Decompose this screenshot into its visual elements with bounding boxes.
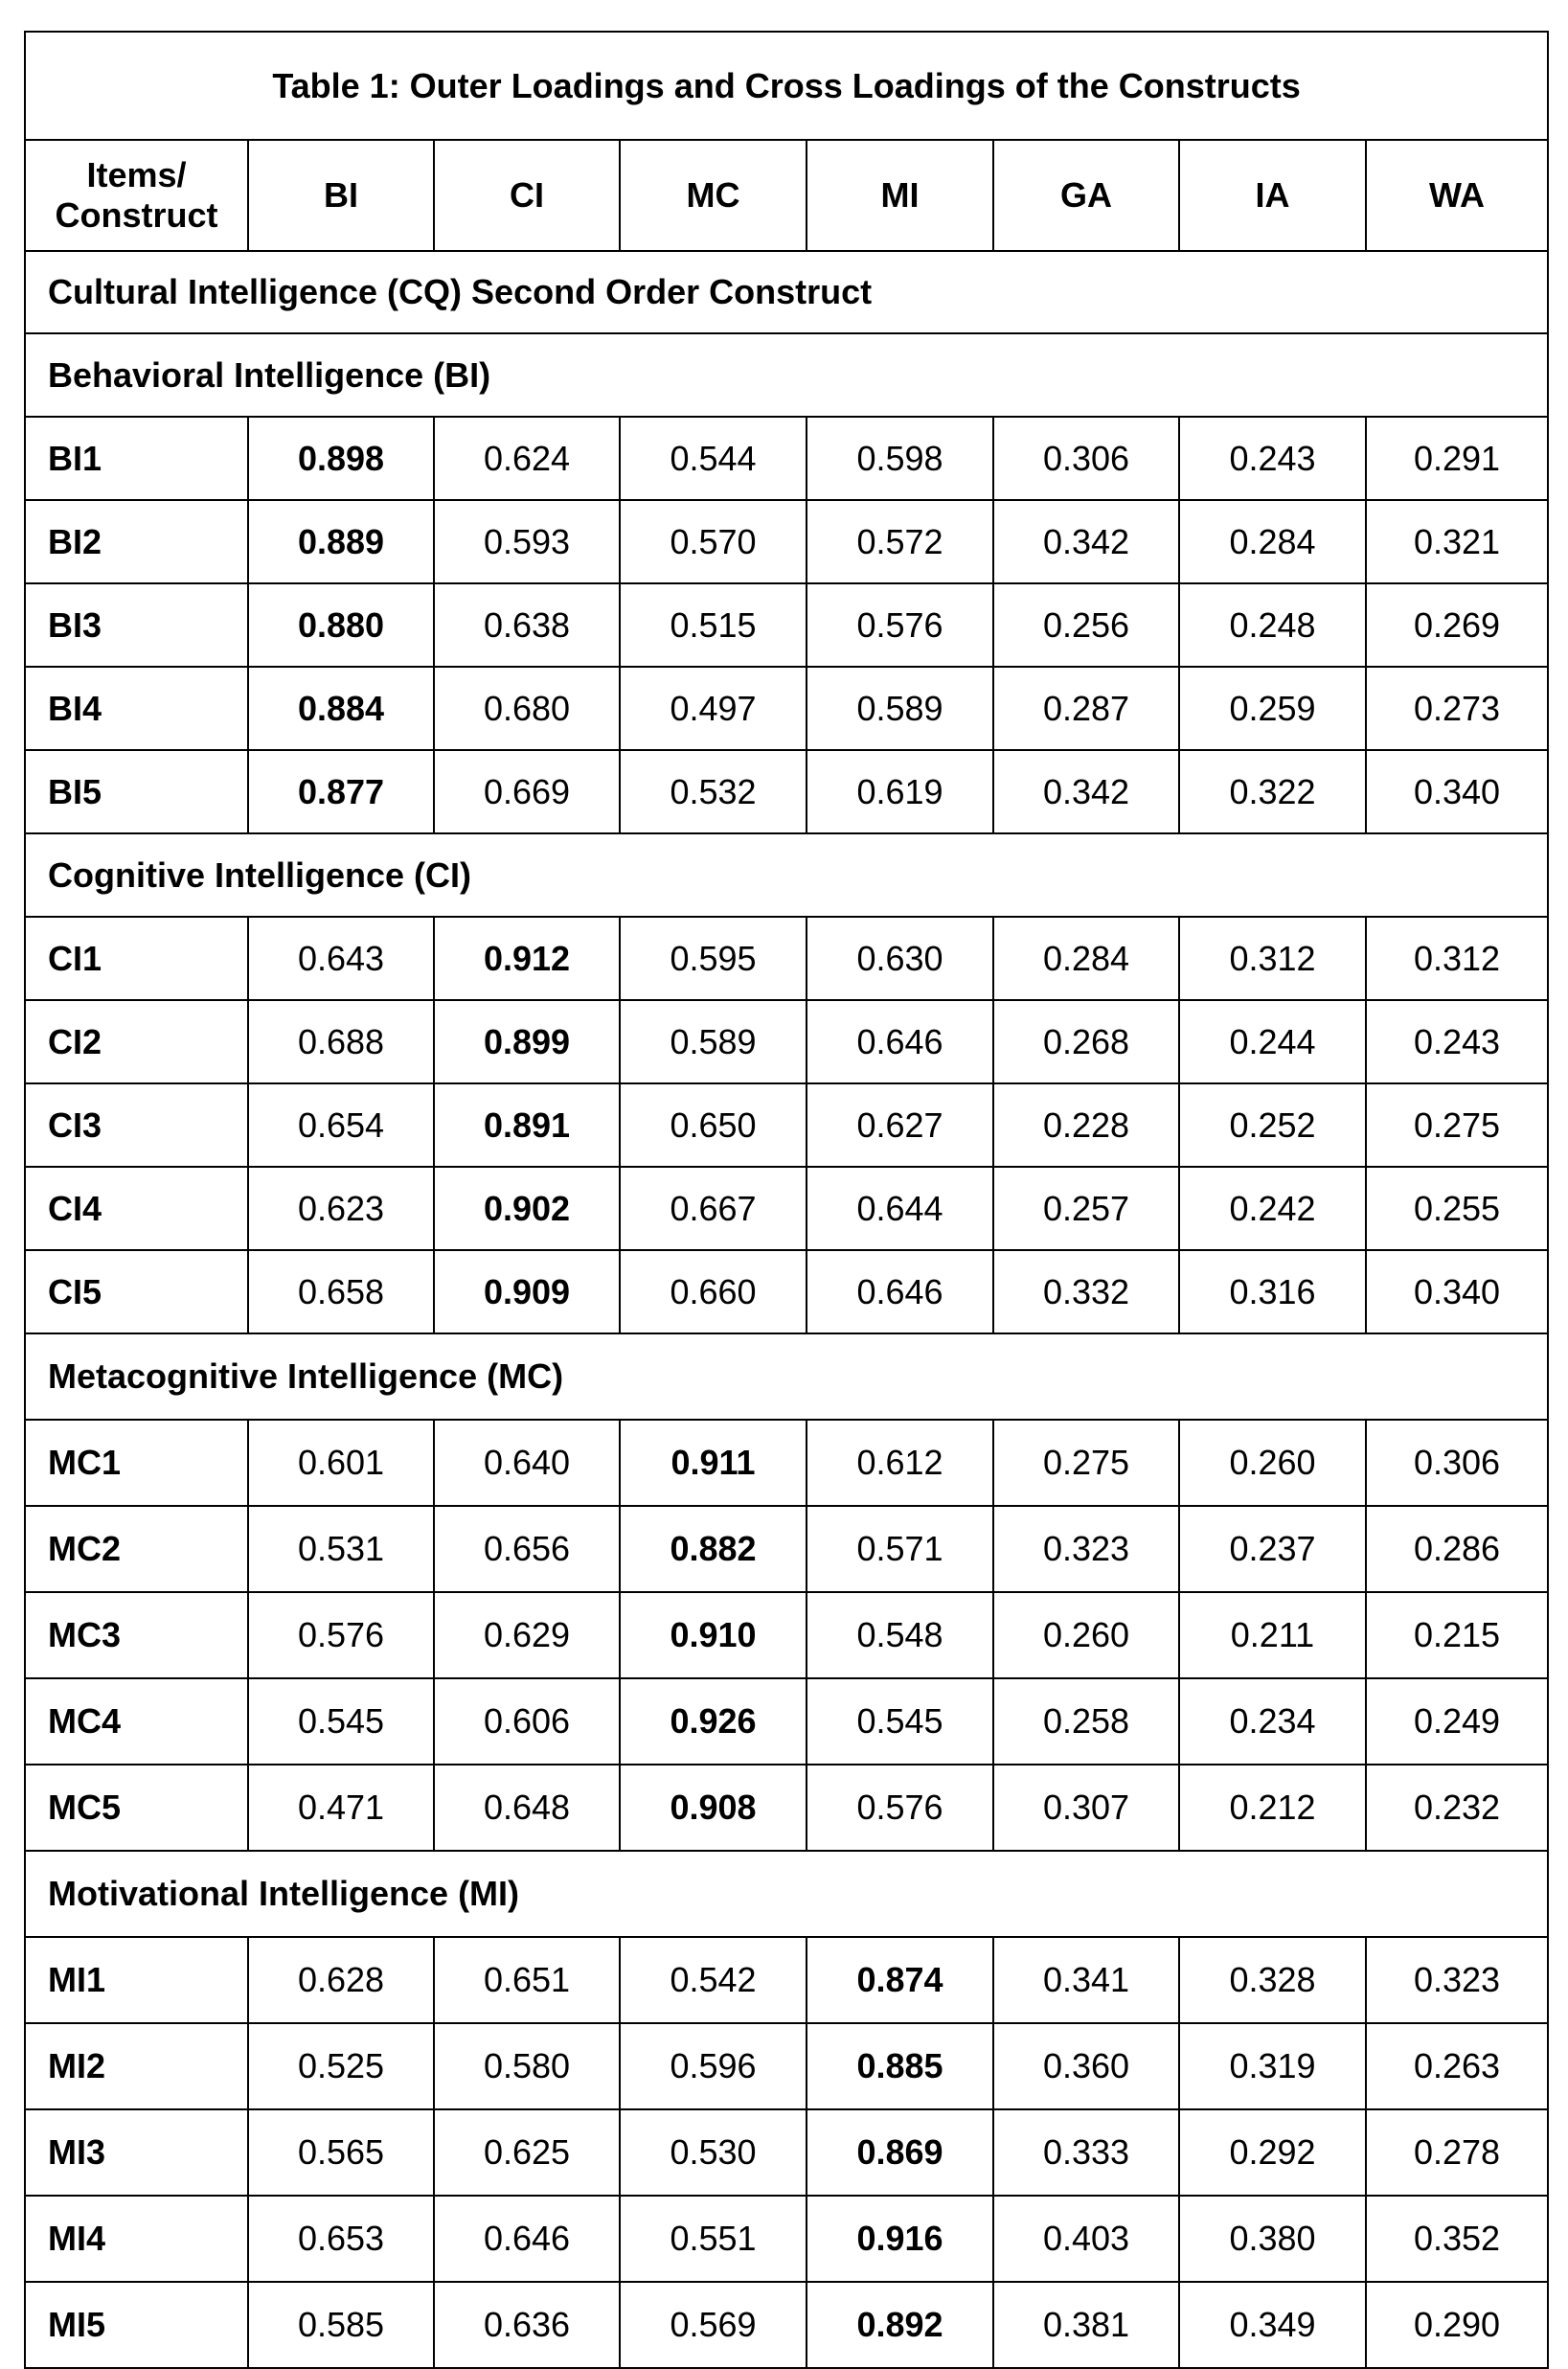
loading-value: 0.640 xyxy=(434,1420,620,1506)
loading-value: 0.323 xyxy=(993,1506,1179,1592)
item-label: CI1 xyxy=(25,917,248,1000)
loading-value: 0.243 xyxy=(1366,1000,1548,1083)
loading-value: 0.307 xyxy=(993,1765,1179,1851)
loading-value: 0.530 xyxy=(620,2109,807,2196)
loading-value: 0.544 xyxy=(620,417,807,500)
loading-value-primary: 0.880 xyxy=(248,583,434,667)
table-row xyxy=(25,667,1548,750)
table-row xyxy=(25,1250,1548,1333)
table-row xyxy=(25,1937,1548,2023)
section-title: Behavioral Intelligence (BI) xyxy=(25,333,1548,417)
table-row xyxy=(25,583,1548,667)
loading-value-primary: 0.882 xyxy=(620,1506,807,1592)
loading-value: 0.286 xyxy=(1366,1506,1548,1592)
title-row xyxy=(25,32,1548,140)
loading-value: 0.619 xyxy=(807,750,993,833)
table-row xyxy=(25,1420,1548,1506)
loading-value: 0.243 xyxy=(1179,417,1366,500)
loading-value: 0.660 xyxy=(620,1250,807,1333)
table-row xyxy=(25,500,1548,583)
loading-value: 0.291 xyxy=(1366,417,1548,500)
table-row xyxy=(25,917,1548,1000)
loading-value: 0.284 xyxy=(1179,500,1366,583)
loading-value: 0.593 xyxy=(434,500,620,583)
header-items-construct: Items/ Construct xyxy=(25,140,248,251)
loading-value-primary: 0.869 xyxy=(807,2109,993,2196)
loading-value: 0.656 xyxy=(434,1506,620,1592)
loading-value-primary: 0.884 xyxy=(248,667,434,750)
loading-value: 0.341 xyxy=(993,1937,1179,2023)
loading-value: 0.352 xyxy=(1366,2196,1548,2282)
loading-value-primary: 0.892 xyxy=(807,2282,993,2368)
loading-value: 0.628 xyxy=(248,1937,434,2023)
loadings-table xyxy=(24,31,1549,2369)
loading-value: 0.624 xyxy=(434,417,620,500)
loading-value: 0.403 xyxy=(993,2196,1179,2282)
table-row xyxy=(25,2282,1548,2368)
loading-value: 0.259 xyxy=(1179,667,1366,750)
item-label: CI4 xyxy=(25,1167,248,1250)
table-body xyxy=(25,32,1548,2368)
loading-value: 0.290 xyxy=(1366,2282,1548,2368)
loading-value: 0.669 xyxy=(434,750,620,833)
loading-value-primary: 0.912 xyxy=(434,917,620,1000)
loading-value: 0.316 xyxy=(1179,1250,1366,1333)
loading-value: 0.342 xyxy=(993,750,1179,833)
loading-value: 0.598 xyxy=(807,417,993,500)
table-row xyxy=(25,1765,1548,1851)
loading-value: 0.381 xyxy=(993,2282,1179,2368)
section-row xyxy=(25,833,1548,917)
loading-value: 0.360 xyxy=(993,2023,1179,2109)
loading-value: 0.580 xyxy=(434,2023,620,2109)
item-label: BI1 xyxy=(25,417,248,500)
loading-value: 0.269 xyxy=(1366,583,1548,667)
loading-value-primary: 0.926 xyxy=(620,1678,807,1765)
table-row xyxy=(25,1506,1548,1592)
loading-value: 0.646 xyxy=(434,2196,620,2282)
loading-value-primary: 0.885 xyxy=(807,2023,993,2109)
loading-value: 0.211 xyxy=(1179,1592,1366,1678)
table-row xyxy=(25,1167,1548,1250)
loading-value: 0.629 xyxy=(434,1592,620,1678)
loading-value: 0.257 xyxy=(993,1167,1179,1250)
loading-value: 0.653 xyxy=(248,2196,434,2282)
header-col-ia: IA xyxy=(1179,140,1366,251)
header-col-ga: GA xyxy=(993,140,1179,251)
header-col-ci: CI xyxy=(434,140,620,251)
loading-value: 0.328 xyxy=(1179,1937,1366,2023)
loading-value: 0.340 xyxy=(1366,750,1548,833)
item-label: MC1 xyxy=(25,1420,248,1506)
loading-value: 0.306 xyxy=(1366,1420,1548,1506)
loading-value: 0.215 xyxy=(1366,1592,1548,1678)
loading-value: 0.322 xyxy=(1179,750,1366,833)
item-label: BI4 xyxy=(25,667,248,750)
loading-value: 0.212 xyxy=(1179,1765,1366,1851)
loading-value-primary: 0.911 xyxy=(620,1420,807,1506)
loading-value-primary: 0.899 xyxy=(434,1000,620,1083)
item-label: MC2 xyxy=(25,1506,248,1592)
loading-value-primary: 0.889 xyxy=(248,500,434,583)
loading-value: 0.625 xyxy=(434,2109,620,2196)
loading-value: 0.312 xyxy=(1179,917,1366,1000)
loading-value: 0.319 xyxy=(1179,2023,1366,2109)
item-label: BI5 xyxy=(25,750,248,833)
loading-value: 0.565 xyxy=(248,2109,434,2196)
loading-value: 0.667 xyxy=(620,1167,807,1250)
loading-value: 0.284 xyxy=(993,917,1179,1000)
loading-value: 0.654 xyxy=(248,1083,434,1167)
loading-value: 0.275 xyxy=(993,1420,1179,1506)
loading-value: 0.576 xyxy=(807,583,993,667)
table-row xyxy=(25,750,1548,833)
loading-value: 0.342 xyxy=(993,500,1179,583)
loading-value: 0.515 xyxy=(620,583,807,667)
loading-value: 0.545 xyxy=(248,1678,434,1765)
loading-value: 0.532 xyxy=(620,750,807,833)
header-col-mc: MC xyxy=(620,140,807,251)
item-label: CI5 xyxy=(25,1250,248,1333)
loading-value: 0.688 xyxy=(248,1000,434,1083)
header-col-bi: BI xyxy=(248,140,434,251)
loading-value: 0.630 xyxy=(807,917,993,1000)
section-row xyxy=(25,333,1548,417)
loading-value: 0.260 xyxy=(1179,1420,1366,1506)
loading-value: 0.572 xyxy=(807,500,993,583)
loading-value: 0.323 xyxy=(1366,1937,1548,2023)
loading-value: 0.636 xyxy=(434,2282,620,2368)
loading-value: 0.643 xyxy=(248,917,434,1000)
loading-value: 0.380 xyxy=(1179,2196,1366,2282)
loading-value: 0.569 xyxy=(620,2282,807,2368)
loading-value: 0.531 xyxy=(248,1506,434,1592)
loading-value: 0.249 xyxy=(1366,1678,1548,1765)
loading-value: 0.237 xyxy=(1179,1506,1366,1592)
loading-value: 0.596 xyxy=(620,2023,807,2109)
loading-value: 0.263 xyxy=(1366,2023,1548,2109)
loading-value: 0.585 xyxy=(248,2282,434,2368)
loading-value: 0.275 xyxy=(1366,1083,1548,1167)
loading-value: 0.638 xyxy=(434,583,620,667)
loading-value: 0.595 xyxy=(620,917,807,1000)
loading-value: 0.255 xyxy=(1366,1167,1548,1250)
loading-value: 0.349 xyxy=(1179,2282,1366,2368)
section-row xyxy=(25,1333,1548,1420)
section-title: Cognitive Intelligence (CI) xyxy=(25,833,1548,917)
loading-value: 0.278 xyxy=(1366,2109,1548,2196)
loading-value: 0.571 xyxy=(807,1506,993,1592)
loading-value-primary: 0.909 xyxy=(434,1250,620,1333)
loading-value: 0.570 xyxy=(620,500,807,583)
loading-value: 0.260 xyxy=(993,1592,1179,1678)
loading-value: 0.648 xyxy=(434,1765,620,1851)
loading-value: 0.548 xyxy=(807,1592,993,1678)
loading-value: 0.268 xyxy=(993,1000,1179,1083)
item-label: MC4 xyxy=(25,1678,248,1765)
loading-value: 0.646 xyxy=(807,1000,993,1083)
section-title: Metacognitive Intelligence (MC) xyxy=(25,1333,1548,1420)
item-label: MI4 xyxy=(25,2196,248,2282)
loading-value: 0.287 xyxy=(993,667,1179,750)
table-row xyxy=(25,417,1548,500)
table-row xyxy=(25,1592,1548,1678)
loading-value: 0.623 xyxy=(248,1167,434,1250)
loading-value: 0.542 xyxy=(620,1937,807,2023)
item-label: MI3 xyxy=(25,2109,248,2196)
item-label: MI5 xyxy=(25,2282,248,2368)
loading-value: 0.658 xyxy=(248,1250,434,1333)
table-row xyxy=(25,2023,1548,2109)
item-label: CI3 xyxy=(25,1083,248,1167)
loading-value: 0.651 xyxy=(434,1937,620,2023)
item-label: BI2 xyxy=(25,500,248,583)
loading-value: 0.589 xyxy=(807,667,993,750)
item-label: MI1 xyxy=(25,1937,248,2023)
loading-value: 0.525 xyxy=(248,2023,434,2109)
loading-value-primary: 0.910 xyxy=(620,1592,807,1678)
item-label: BI3 xyxy=(25,583,248,667)
section-row xyxy=(25,1851,1548,1937)
loading-value: 0.576 xyxy=(248,1592,434,1678)
item-label: MC3 xyxy=(25,1592,248,1678)
table-row xyxy=(25,2109,1548,2196)
loading-value: 0.606 xyxy=(434,1678,620,1765)
loading-value: 0.252 xyxy=(1179,1083,1366,1167)
second-order-row xyxy=(25,251,1548,333)
loading-value: 0.576 xyxy=(807,1765,993,1851)
loading-value: 0.589 xyxy=(620,1000,807,1083)
loading-value: 0.244 xyxy=(1179,1000,1366,1083)
loading-value: 0.650 xyxy=(620,1083,807,1167)
loading-value-primary: 0.898 xyxy=(248,417,434,500)
table-row xyxy=(25,1083,1548,1167)
second-order-title: Cultural Intelligence (CQ) Second Order Construct xyxy=(25,251,1548,333)
loading-value: 0.232 xyxy=(1366,1765,1548,1851)
loading-value: 0.646 xyxy=(807,1250,993,1333)
loading-value: 0.248 xyxy=(1179,583,1366,667)
loading-value: 0.306 xyxy=(993,417,1179,500)
item-label: MC5 xyxy=(25,1765,248,1851)
loading-value: 0.680 xyxy=(434,667,620,750)
loading-value-primary: 0.902 xyxy=(434,1167,620,1250)
loading-value: 0.332 xyxy=(993,1250,1179,1333)
loading-value: 0.601 xyxy=(248,1420,434,1506)
loading-value-primary: 0.877 xyxy=(248,750,434,833)
header-row xyxy=(25,140,1548,251)
loading-value: 0.333 xyxy=(993,2109,1179,2196)
loading-value: 0.497 xyxy=(620,667,807,750)
loading-value: 0.321 xyxy=(1366,500,1548,583)
table-row xyxy=(25,1000,1548,1083)
loading-value: 0.644 xyxy=(807,1167,993,1250)
loading-value: 0.340 xyxy=(1366,1250,1548,1333)
loading-value: 0.273 xyxy=(1366,667,1548,750)
header-col-wa: WA xyxy=(1366,140,1548,251)
loading-value: 0.312 xyxy=(1366,917,1548,1000)
loading-value-primary: 0.874 xyxy=(807,1937,993,2023)
loading-value: 0.471 xyxy=(248,1765,434,1851)
loading-value: 0.627 xyxy=(807,1083,993,1167)
table-title: Table 1: Outer Loadings and Cross Loadings of the Constructs xyxy=(25,32,1548,140)
loading-value: 0.551 xyxy=(620,2196,807,2282)
loading-value: 0.292 xyxy=(1179,2109,1366,2196)
loading-value: 0.256 xyxy=(993,583,1179,667)
table-row xyxy=(25,2196,1548,2282)
loading-value: 0.545 xyxy=(807,1678,993,1765)
item-label: MI2 xyxy=(25,2023,248,2109)
section-title: Motivational Intelligence (MI) xyxy=(25,1851,1548,1937)
loading-value: 0.234 xyxy=(1179,1678,1366,1765)
table-row xyxy=(25,1678,1548,1765)
loading-value-primary: 0.916 xyxy=(807,2196,993,2282)
loading-value: 0.228 xyxy=(993,1083,1179,1167)
loading-value: 0.258 xyxy=(993,1678,1179,1765)
loading-value: 0.242 xyxy=(1179,1167,1366,1250)
loading-value-primary: 0.891 xyxy=(434,1083,620,1167)
loading-value-primary: 0.908 xyxy=(620,1765,807,1851)
loading-value: 0.612 xyxy=(807,1420,993,1506)
item-label: CI2 xyxy=(25,1000,248,1083)
header-col-mi: MI xyxy=(807,140,993,251)
